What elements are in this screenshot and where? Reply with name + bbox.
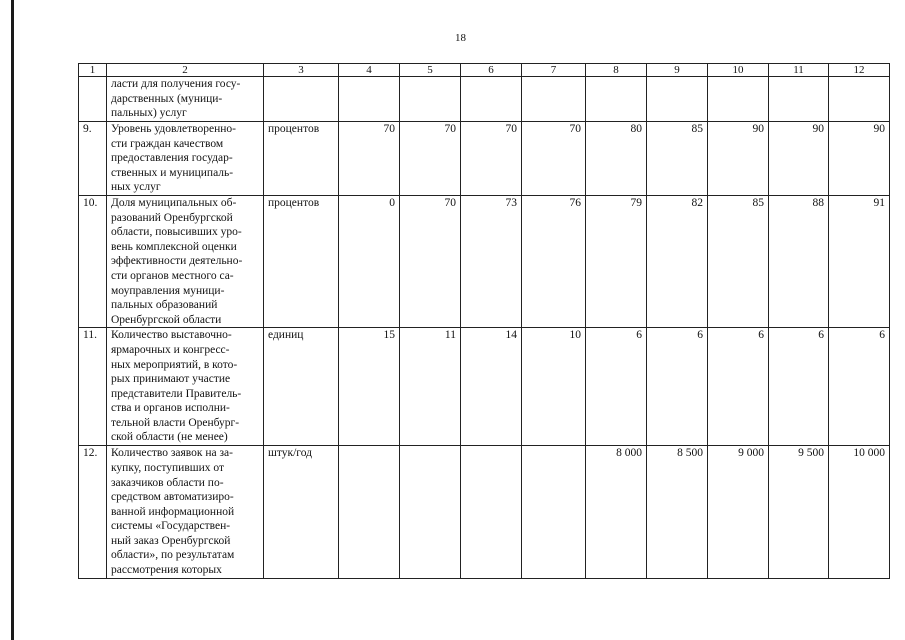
value-cell: 73 <box>461 195 522 327</box>
indicator-name-line: Доля муниципальных об- <box>111 196 237 209</box>
value-cell: 70 <box>522 122 586 196</box>
value-cell: 79 <box>586 195 647 327</box>
value-cell: 70 <box>400 122 461 196</box>
value-cell: 8 500 <box>647 446 708 578</box>
row-number: 12. <box>79 446 107 578</box>
value-cell: 82 <box>647 195 708 327</box>
table-row <box>79 122 890 196</box>
value-cell: 80 <box>586 122 647 196</box>
indicator-name-line: Уровень удовлетворенно- <box>111 123 236 135</box>
value-cell <box>461 446 522 578</box>
indicator-name-line: моуправления муници- <box>111 284 225 297</box>
table-body <box>79 77 890 579</box>
indicator-name-line: вень комплексной оценки <box>111 240 237 253</box>
value-cell <box>829 77 890 122</box>
column-header: 2 <box>107 64 264 77</box>
indicator-name-line: сти граждан качеством <box>111 137 224 150</box>
value-cell: 6 <box>647 328 708 446</box>
value-cell <box>400 77 461 122</box>
indicator-name-line: ванной информационной <box>111 505 235 518</box>
column-header: 3 <box>264 64 339 77</box>
page-number: 18 <box>455 32 466 44</box>
indicator-name-line: Количество выставочно- <box>111 329 232 342</box>
value-cell: 90 <box>769 122 829 196</box>
indicators-table <box>78 63 890 579</box>
indicator-name-line: ных мероприятий, в кото- <box>111 358 238 371</box>
header-row <box>79 64 890 77</box>
indicator-name-line: тельной власти Оренбург- <box>111 416 240 429</box>
indicator-name-line: области», по результатам <box>111 549 235 562</box>
value-cell <box>339 446 400 578</box>
row-number: 11. <box>79 328 107 446</box>
value-cell: 70 <box>339 122 400 196</box>
row-number: 9. <box>79 122 107 196</box>
value-cell: 88 <box>769 195 829 327</box>
indicator-name-line: купку, поступивших от <box>111 461 225 474</box>
value-cell <box>522 446 586 578</box>
value-cell: 0 <box>339 195 400 327</box>
indicator-name <box>107 328 264 446</box>
indicator-name-line: заказчиков области по- <box>111 476 224 489</box>
indicator-name-line: разований Оренбургской <box>111 211 233 224</box>
column-header: 6 <box>461 64 522 77</box>
value-cell <box>647 77 708 122</box>
value-cell <box>586 77 647 122</box>
row-number <box>79 77 107 122</box>
indicator-name-line: ственных и муниципаль- <box>111 166 234 179</box>
table-row <box>79 328 890 446</box>
value-cell: 85 <box>708 195 769 327</box>
column-header: 5 <box>400 64 461 77</box>
value-cell: 11 <box>400 328 461 446</box>
indicator-name <box>107 446 264 578</box>
indicator-name-line: Количество заявок на за- <box>111 447 233 460</box>
column-header: 4 <box>339 64 400 77</box>
unit <box>264 77 339 122</box>
column-header: 12 <box>829 64 890 77</box>
indicator-name-line: системы «Государствен- <box>111 520 231 533</box>
unit: процентов <box>264 122 339 196</box>
indicator-name-line: ных услуг <box>111 181 161 194</box>
value-cell: 70 <box>400 195 461 327</box>
value-cell: 6 <box>586 328 647 446</box>
value-cell: 70 <box>461 122 522 196</box>
table-row <box>79 446 890 578</box>
value-cell: 14 <box>461 328 522 446</box>
value-cell: 9 000 <box>708 446 769 578</box>
indicator-name-line: ласти для получения госу- <box>111 78 241 90</box>
indicator-name-line: средством автоматизиро- <box>111 491 234 504</box>
column-header: 7 <box>522 64 586 77</box>
indicator-name <box>107 122 264 196</box>
indicator-name-line: представители Правитель- <box>111 387 242 400</box>
column-header: 11 <box>769 64 829 77</box>
value-cell <box>769 77 829 122</box>
value-cell: 6 <box>829 328 890 446</box>
value-cell: 76 <box>522 195 586 327</box>
value-cell: 6 <box>708 328 769 446</box>
value-cell: 10 000 <box>829 446 890 578</box>
indicator-name-line: пальных) услуг <box>111 107 187 120</box>
value-cell: 15 <box>339 328 400 446</box>
indicator-name-line: эффективности деятельно- <box>111 255 243 268</box>
table-row <box>79 77 890 122</box>
indicator-name <box>107 77 264 122</box>
column-header: 10 <box>708 64 769 77</box>
value-cell: 10 <box>522 328 586 446</box>
unit: единиц <box>264 328 339 446</box>
indicator-name-line: пальных образований <box>111 299 218 312</box>
value-cell: 90 <box>829 122 890 196</box>
indicator-name-line: предоставления государ- <box>111 152 233 165</box>
scan-edge-line <box>11 0 14 640</box>
indicator-name-line: дарственных (муници- <box>111 92 223 105</box>
value-cell <box>339 77 400 122</box>
column-header: 1 <box>79 64 107 77</box>
unit: процентов <box>264 195 339 327</box>
value-cell: 9 500 <box>769 446 829 578</box>
table-header <box>79 64 890 77</box>
unit: штук/год <box>264 446 339 578</box>
value-cell: 90 <box>708 122 769 196</box>
value-cell <box>708 77 769 122</box>
indicator-name-line: ярмарочных и конгресс- <box>111 343 230 356</box>
value-cell <box>461 77 522 122</box>
column-header: 9 <box>647 64 708 77</box>
indicator-name-line: ской области (не менее) <box>111 431 228 444</box>
indicator-name <box>107 195 264 327</box>
indicator-name-line: рых принимают участие <box>111 373 231 386</box>
value-cell <box>522 77 586 122</box>
value-cell: 6 <box>769 328 829 446</box>
indicator-name-line: ный заказ Оренбургской <box>111 534 231 547</box>
table-row <box>79 195 890 327</box>
indicator-name-line: ства и органов исполни- <box>111 402 230 415</box>
column-header: 8 <box>586 64 647 77</box>
indicator-name-line: Оренбургской области <box>111 313 222 326</box>
indicator-name-line: области, повысивших уро- <box>111 226 242 239</box>
value-cell: 8 000 <box>586 446 647 578</box>
row-number: 10. <box>79 195 107 327</box>
indicator-name-line: сти органов местного са- <box>111 269 234 282</box>
indicator-name-line: рассмотрения которых <box>111 564 222 577</box>
value-cell: 85 <box>647 122 708 196</box>
value-cell <box>400 446 461 578</box>
value-cell: 91 <box>829 195 890 327</box>
